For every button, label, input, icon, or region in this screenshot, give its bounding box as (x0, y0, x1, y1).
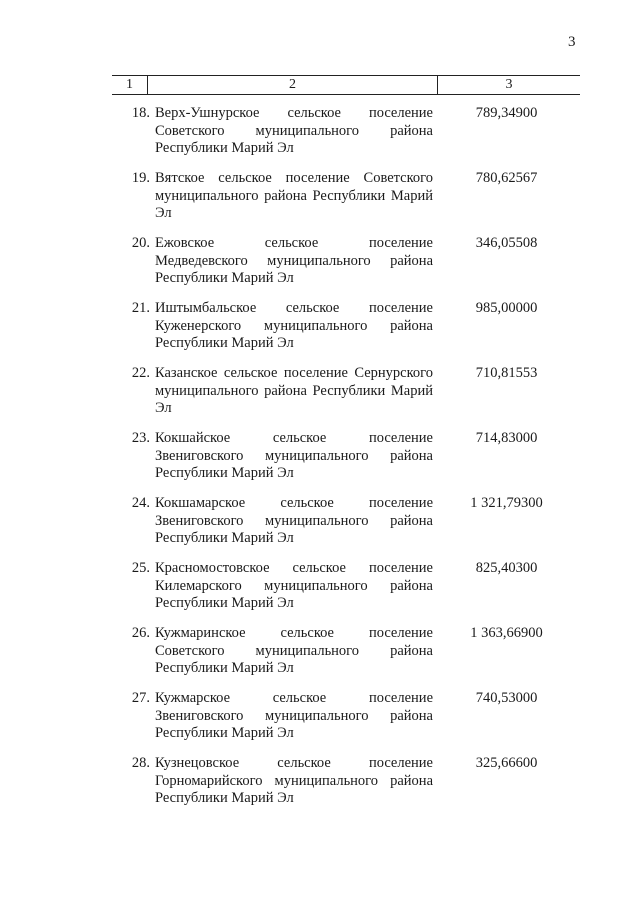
row-value: 789,34900 (475, 105, 538, 121)
row-value: 714,83000 (475, 430, 538, 446)
table-row (112, 365, 580, 430)
row-number: 24. (131, 495, 150, 511)
table-row (112, 495, 580, 560)
row-value: 780,62567 (475, 170, 538, 186)
table-row (112, 170, 580, 235)
row-number: 26. (131, 625, 150, 641)
row-number: 22. (131, 365, 150, 381)
row-number: 27. (131, 690, 150, 706)
row-value: 346,05508 (475, 235, 538, 251)
table-row (112, 755, 580, 820)
table-row (112, 430, 580, 495)
row-number: 19. (131, 170, 150, 186)
settlement-name: Казанское сельское поселение Сернурского муниципального района Республики Марий Эл (155, 365, 433, 416)
row-number: 21. (131, 300, 150, 316)
table-row (112, 235, 580, 300)
table-row (112, 105, 580, 170)
table-row (112, 560, 580, 625)
table-row (112, 625, 580, 690)
settlement-name: Верх-Ушнурское сельское поселение Советского муниципального района Республики Марий Эл (155, 105, 433, 156)
table-header (112, 75, 580, 95)
row-value: 325,66600 (475, 755, 538, 771)
header-col-3: 3 (437, 76, 580, 94)
row-value: 1 363,66900 (470, 625, 543, 641)
header-col-2: 2 (147, 76, 437, 94)
row-value: 985,00000 (475, 300, 538, 316)
page-number: 3 (568, 34, 576, 50)
table-row (112, 690, 580, 755)
row-value: 740,53000 (475, 690, 538, 706)
settlement-name: Ежовское сельское поселение Медведевского муниципального района Республики Марий Эл (155, 235, 433, 286)
row-value: 825,40300 (475, 560, 538, 576)
header-col-1: 1 (126, 77, 133, 92)
table-row (112, 300, 580, 365)
row-number: 18. (131, 105, 150, 121)
settlement-name: Кокшайское сельское поселение Звениговского муниципального района Республики Марий Эл (155, 430, 433, 481)
settlement-name: Кужмарское сельское поселение Звениговского муниципального района Республики Марий Эл (155, 690, 433, 741)
settlement-name: Вятское сельское поселение Советского муниципального района Республики Марий Эл (155, 170, 433, 221)
row-number: 23. (131, 430, 150, 446)
settlement-name: Кузнецовское сельское поселение Горномарийского муниципального района Республики Марий Эл (155, 755, 433, 806)
row-value: 1 321,79300 (470, 495, 543, 511)
settlement-name: Кужмаринское сельское поселение Советского муниципального района Республики Марий Эл (155, 625, 433, 676)
row-number: 25. (131, 560, 150, 576)
settlement-name: Иштымбальское сельское поселение Куженерского муниципального района Республики Марий Эл (155, 300, 433, 351)
table-body (112, 105, 580, 820)
row-number: 20. (131, 235, 150, 251)
row-number: 28. (131, 755, 150, 771)
settlement-name: Кокшамарское сельское поселение Звениговского муниципального района Республики Марий Эл (155, 495, 433, 546)
row-value: 710,81553 (475, 365, 538, 381)
settlement-name: Красномостовское сельское поселение Килемарского муниципального района Республики Марий Эл (155, 560, 433, 611)
